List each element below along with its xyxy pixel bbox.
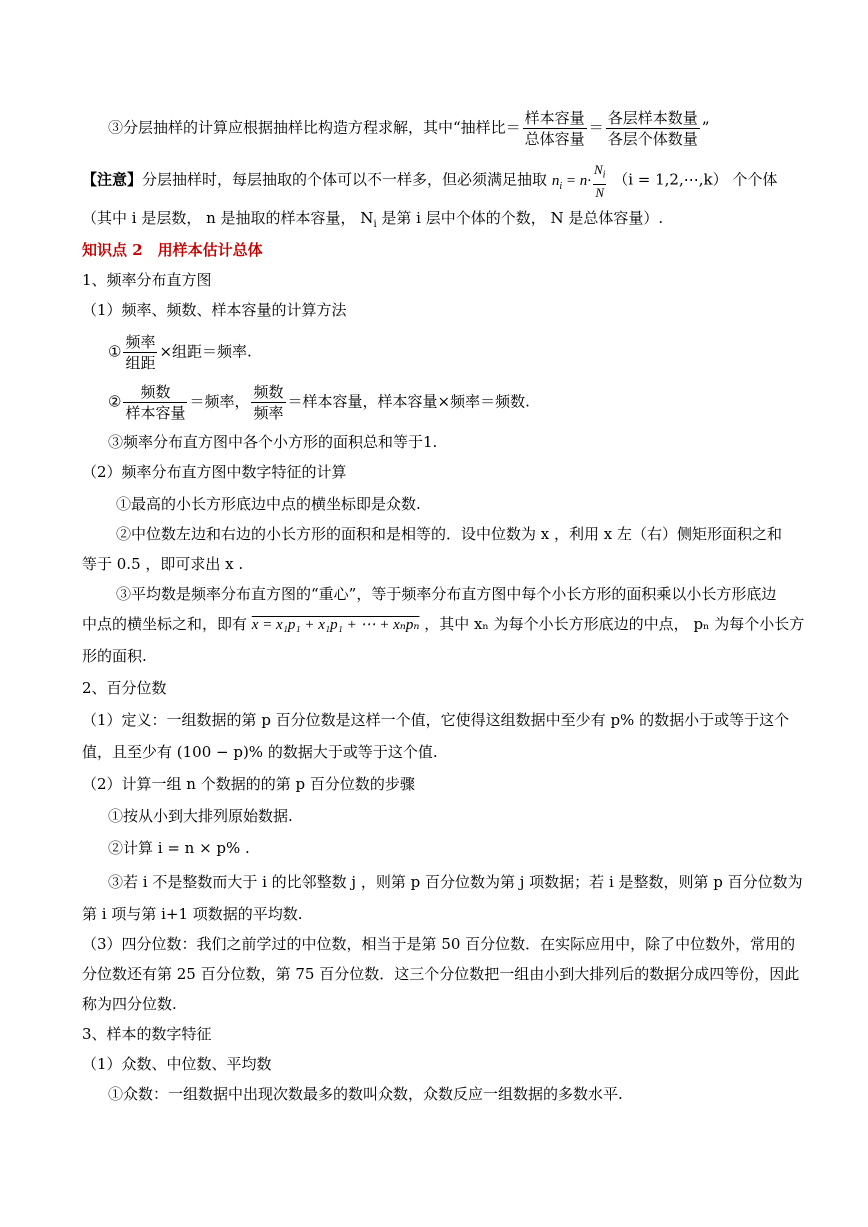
layer-count-fraction xyxy=(606,108,700,149)
calc-3b: 中点的横坐标之和，即有 x = x₁p₁ + x₁p₁ + ⋯ + xₙpₙ ，其中 xₙ 为每个小长方形底边的中点， pₙ 为每个小长方 xyxy=(82,615,805,633)
fraction-numerator: 各层样本数量 xyxy=(607,109,698,127)
heading-1: 1、频率分布直方图 xyxy=(82,271,212,289)
freq-over-width-fraction: $\frac{\text{频率}}{\text{组距}}$ xyxy=(125,333,156,372)
percentile-1a: （1）定义：一组数据的第 p 百分位数是这样一个值，它使得这组数据中至少有 p% 的数据小于或等于这个 xyxy=(82,711,790,729)
sampling-ratio-line xyxy=(108,108,709,149)
note-line xyxy=(82,162,777,201)
calc-3c: 形的面积. xyxy=(82,647,147,665)
fraction-denominator: 总体容量 xyxy=(524,130,585,148)
closing-quote: ” xyxy=(701,118,710,137)
percentile-1b: 值，且至少有 (100 − p)% 的数据大于或等于这个值. xyxy=(82,743,438,761)
sample-size-fraction xyxy=(523,108,587,149)
calc-2a: ②中位数左边和右边的小长方形的面积和是相等的．设中位数为 x ，利用 x 左（右）侧矩形面积之和 xyxy=(116,525,782,543)
heading-3-1: （1）众数、中位数、平均数 xyxy=(82,1055,272,1073)
heading-2: 2、百分位数 xyxy=(82,679,167,697)
section-title: 知识点 2 用样本估计总体 xyxy=(82,241,263,259)
heading-1-1: （1）频率、频数、样本容量的计算方法 xyxy=(82,301,347,319)
count-over-freq-fraction: $\frac{\text{频数}}{\text{频率}}$ xyxy=(253,383,284,422)
calc-2b: 等于 0.5 ，即可求出 x . xyxy=(82,555,244,573)
rule-2: ② $\frac{\text{频数}}{\text{样本容量}}$ ＝频率， $\frac{\text{频数}}{\text{频率}}$ ＝样本容量，样本容量×频率＝频数. xyxy=(108,383,530,422)
note-tail: 个个体 xyxy=(732,170,778,189)
note-text: 分层抽样时，每层抽取的个体可以不一样多，但必须满足抽取 xyxy=(142,170,548,189)
note-tag: 【注意】 xyxy=(82,170,143,189)
percentile-2: （2）计算一组 n 个数据的的第 p 百分位数的步骤 xyxy=(82,775,415,793)
percentile-2-2: ②计算 i = n × p% . xyxy=(108,839,250,857)
note-range: （i = 1,2,⋯,k） xyxy=(613,170,728,189)
heading-1-2: （2）频率分布直方图中数字特征的计算 xyxy=(82,463,347,481)
calc-3a: ③平均数是频率分布直方图的“重心”，等于频率分布直方图中每个小长方形的面积乘以小长方形底边 xyxy=(116,585,777,603)
fraction-denominator: 各层个体数量 xyxy=(607,130,698,148)
percentile-2-3a: ③若 i 不是整数而大于 i 的比邻整数 j ，则第 p 百分位数为第 j 项数据；若 i 是整数，则第 p 百分位数为 xyxy=(108,873,803,891)
note-line-2: （其中 i 是层数， n 是抽取的样本容量， $N_i$ 是第 i 层中个体的个数， N 是总体容量）. xyxy=(82,209,664,230)
heading-3: 3、样本的数字特征 xyxy=(82,1025,212,1043)
mode-definition: ①众数：一组数据中出现次数最多的数叫众数，众数反应一组数据的多数水平. xyxy=(108,1085,623,1103)
percentile-2-1: ①按从小到大排列原始数据. xyxy=(108,807,293,825)
rule-1: ① $\frac{\text{频率}}{\text{组距}}$ ×组距＝频率. xyxy=(108,333,252,372)
sampling-ratio-intro: ③分层抽样的计算应根据抽样比构造方程求解，其中“抽样比＝ xyxy=(108,118,521,137)
calc-1: ①最高的小长方形底边中点的横坐标即是众数. xyxy=(116,495,421,513)
quartile-a: （3）四分位数：我们之前学过的中位数，相当于是第 50 百分位数．在实际应用中，除了中位数外，常用的 xyxy=(82,935,796,953)
mean-formula: x = x₁p₁ + x₁p₁ + ⋯ + xₙpₙ xyxy=(251,617,420,633)
quartile-b: 分位数还有第 25 百分位数，第 75 百分位数．这三个分位数把一组由小到大排列后的数据分成四等份，因此 xyxy=(82,965,800,983)
rule-3: ③频率分布直方图中各个小方形的面积总和等于1. xyxy=(108,433,438,451)
fraction-numerator: 样本容量 xyxy=(524,109,585,127)
equals-sign: ＝ xyxy=(588,118,604,137)
percentile-2-3b: 第 i 项与第 i+1 项数据的平均数. xyxy=(82,905,303,923)
count-over-size-fraction: $\frac{\text{频数}}{\text{样本容量}}$ xyxy=(125,383,186,422)
note-formula: $n_i = n\cdot$ $\frac{N_i}{N}$ xyxy=(551,162,606,200)
quartile-c: 称为四分位数. xyxy=(82,995,177,1013)
